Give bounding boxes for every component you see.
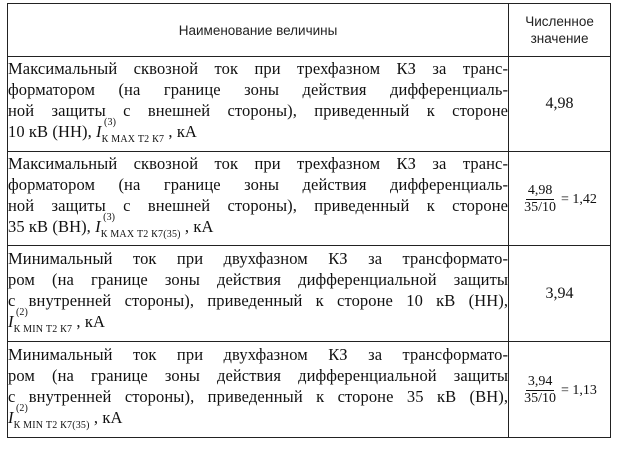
fraction (522, 183, 558, 216)
fraction (522, 374, 558, 407)
fraction-formula (522, 374, 597, 407)
fraction-numerator: 3,94 (527, 374, 553, 389)
current-symbol (8, 306, 28, 331)
symbol-letter: I (95, 216, 101, 236)
header-value-line2: значение (530, 31, 589, 46)
current-symbol (96, 117, 117, 141)
header-row (8, 4, 611, 57)
unit-label: , кА (180, 216, 214, 236)
fraction-numerator: 4,98 (527, 183, 553, 198)
symbol-subscript: К MIN Т2 К7 (13, 323, 73, 335)
table-row (8, 246, 611, 342)
table-row (8, 342, 611, 438)
desc-line: форматором (на границе зоны действия дифференциаль- (8, 174, 509, 194)
row-description (8, 246, 509, 342)
desc-last-line (8, 117, 508, 150)
symbol-letter: I (96, 122, 102, 141)
row-description (8, 152, 509, 246)
desc-last-line (8, 211, 508, 245)
symbol-superscript: (2) (16, 306, 28, 318)
desc-line: ром (на границе зоны действия дифференциальной защиты (8, 269, 509, 289)
row-value-formula (509, 342, 611, 438)
fraction-formula (522, 183, 597, 216)
symbol-subscript: К MAX Т2 К7 (101, 134, 165, 145)
unit-label: , кА (89, 407, 123, 427)
desc-line: ной защиты с внешней стороны), приведенный к стороне (8, 195, 509, 215)
symbol-superscript: (3) (103, 211, 116, 223)
unit-label: , кА (72, 311, 106, 331)
fraction-result: = 1,42 (561, 191, 597, 207)
header-value-line1: Численное (525, 14, 594, 29)
desc-line: ной защиты с внешней стороны), приведенный к стороне (8, 101, 509, 120)
desc-line: с внутренней стороны), приведенный к стороне 10 кВ (НН), (8, 290, 509, 310)
fraction-result: = 1,13 (561, 382, 597, 398)
values-table (7, 3, 611, 438)
row-value: 3,94 (509, 246, 611, 342)
desc-line: Максимальный сквозной ток при трехфазном КЗ за транс- (8, 59, 509, 78)
desc-last-line (8, 402, 508, 436)
symbol-subscript: К MIN Т2 К7(35) (13, 419, 90, 431)
desc-line: Максимальный сквозной ток при трехфазном КЗ за транс- (8, 153, 509, 173)
table-row (8, 152, 611, 246)
row-description (8, 57, 509, 152)
desc-line: ром (на границе зоны действия дифференциальной защиты (8, 365, 509, 385)
current-symbol (8, 402, 28, 427)
desc-line: Минимальный ток при двухфазном КЗ за трансформато- (8, 344, 509, 364)
symbol-letter: I (8, 311, 14, 331)
symbol-superscript: (3) (104, 117, 117, 128)
header-value-column (509, 4, 611, 57)
desc-prefix: 10 кВ (НН), (8, 122, 97, 141)
desc-line: форматором (на границе зоны действия дифференциаль- (8, 80, 509, 99)
row-description (8, 342, 509, 438)
desc-last-line (8, 306, 508, 340)
symbol-subscript: К MAX Т2 К7(35) (100, 228, 181, 240)
desc-line: Минимальный ток при двухфазном КЗ за трансформато- (8, 248, 509, 268)
table-row (8, 57, 611, 152)
desc-line: с внутренней стороны), приведенный к стороне 35 кВ (ВН), (8, 386, 509, 406)
symbol-letter: I (8, 407, 14, 427)
row-value-formula (509, 152, 611, 246)
fraction-denominator: 35/10 (524, 391, 557, 406)
header-name-column: Наименование величины (8, 4, 509, 57)
desc-prefix: 35 кВ (ВН), (8, 216, 96, 236)
unit-label: , кА (164, 122, 197, 141)
row-value: 4,98 (509, 57, 611, 152)
fraction-denominator: 35/10 (524, 200, 557, 215)
symbol-superscript: (2) (16, 402, 28, 414)
current-symbol (95, 211, 116, 236)
